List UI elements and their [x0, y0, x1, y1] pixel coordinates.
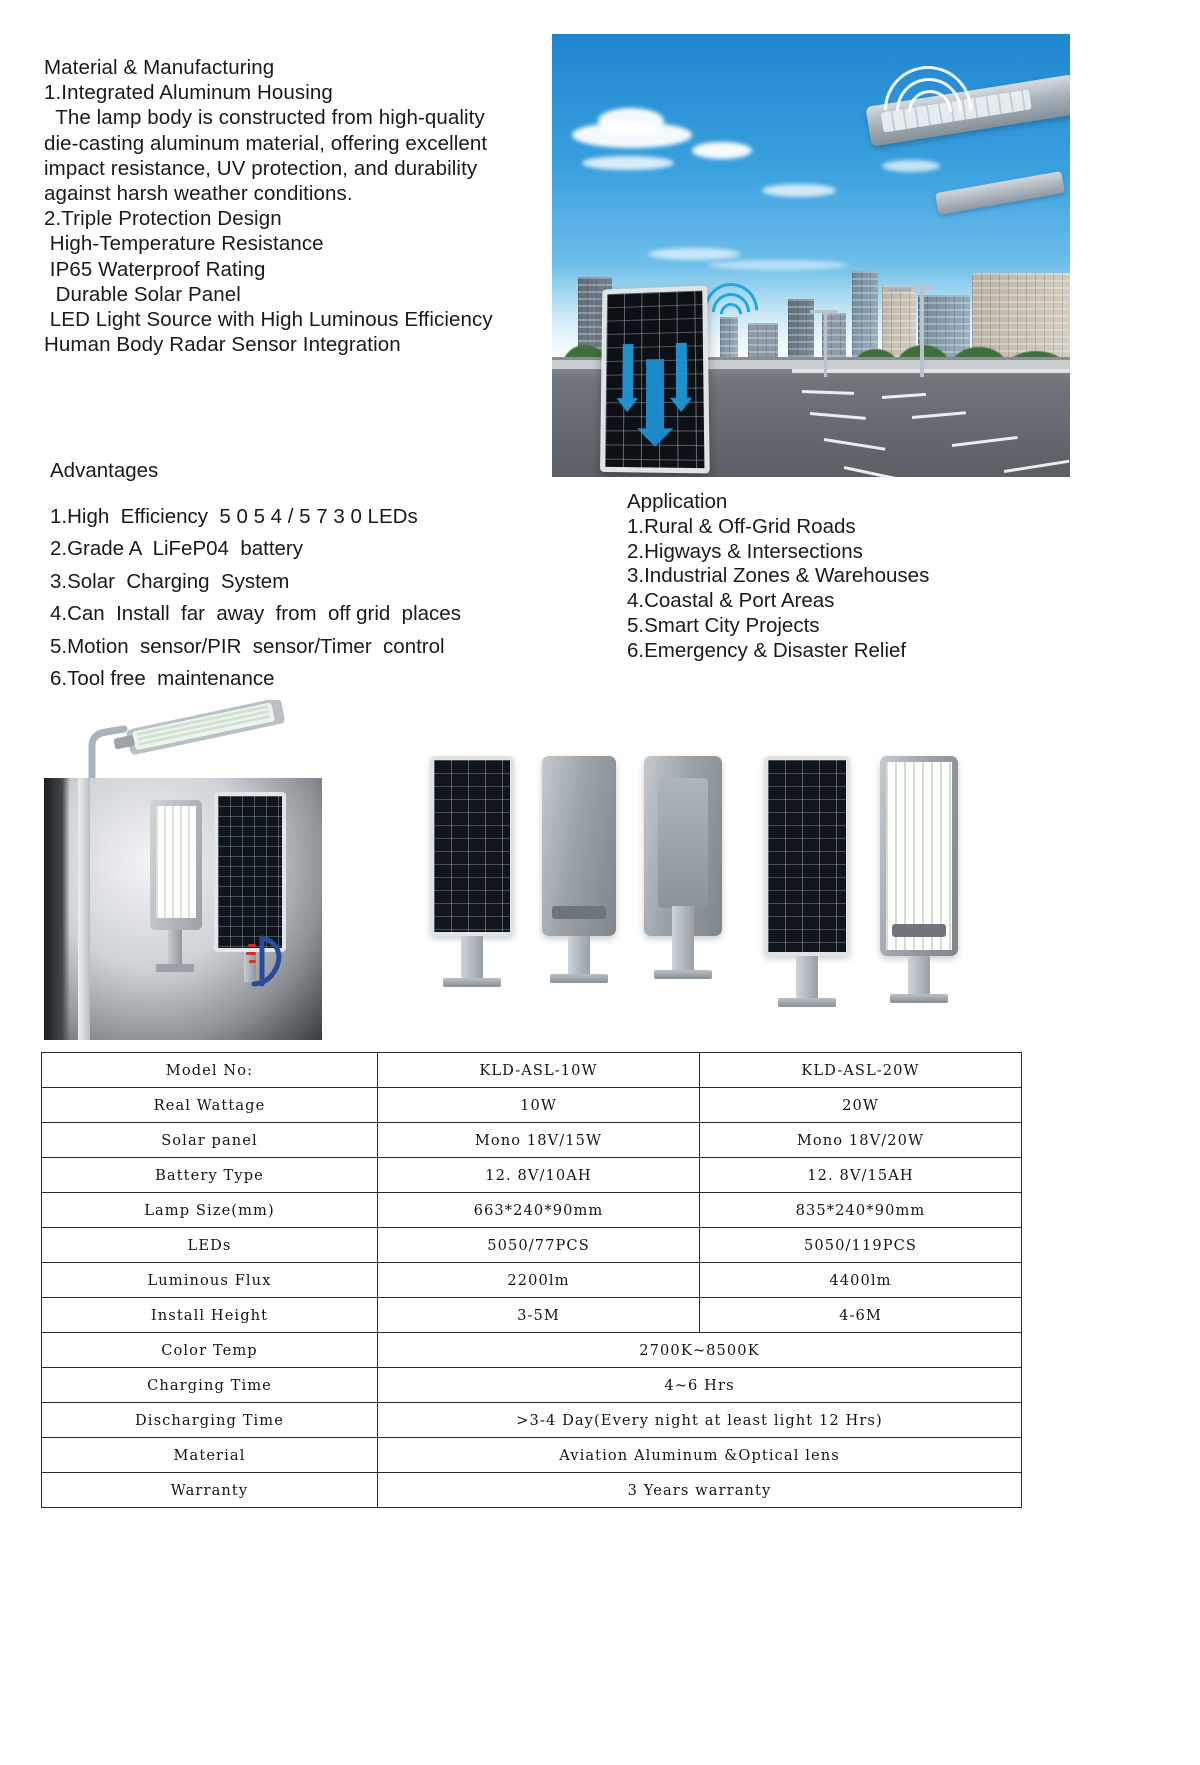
bracket: [908, 956, 930, 996]
wall-pole: [78, 778, 90, 1040]
table-row: [42, 1333, 1022, 1368]
row-label: Discharging Time: [42, 1403, 378, 1438]
sensor-module: [892, 924, 946, 937]
led-array: [886, 762, 952, 950]
list-item: 4.Can Install far away from off grid places: [50, 602, 461, 626]
table-row: [42, 1368, 1022, 1403]
row-value-20w: 4400lm: [700, 1263, 1022, 1298]
row-value-10w: 5050/77PCS: [378, 1228, 700, 1263]
row-label: Model No:: [42, 1053, 378, 1088]
mm-line-4: impact resistance, UV protection, and durability: [44, 156, 478, 180]
row-value-10w: Mono 18V/15W: [378, 1123, 700, 1158]
radar-wave-icon: [866, 48, 990, 172]
row-label: Warranty: [42, 1473, 378, 1508]
row-value-shared: 3 Years warranty: [378, 1473, 1022, 1508]
road-edge-line: [792, 369, 1070, 373]
advantages-list: [50, 501, 550, 695]
table-row: [42, 1298, 1022, 1333]
building: [852, 271, 878, 359]
row-label: Lamp Size(mm): [42, 1193, 378, 1228]
product-photo-strip: [44, 700, 1044, 1040]
row-value-shared: Aviation Aluminum &Optical lens: [378, 1438, 1022, 1473]
solar-panel: [764, 756, 850, 956]
row-value-20w: 5050/119PCS: [700, 1228, 1022, 1263]
down-arrow-icon: [676, 343, 687, 399]
list-item: 6.Tool free maintenance: [50, 667, 275, 691]
row-value-10w: 2200lm: [378, 1263, 700, 1298]
bracket: [568, 936, 590, 976]
list-item: 2.Higways & Intersections: [627, 539, 863, 563]
mm-line-6: 2.Triple Protection Design: [44, 207, 282, 231]
table-row: [42, 1438, 1022, 1473]
table-row: [42, 1193, 1022, 1228]
row-value-10w: KLD-ASL-10W: [378, 1053, 700, 1088]
table-row: [42, 1123, 1022, 1158]
row-value-10w: 10W: [378, 1088, 700, 1123]
table-row: [42, 1088, 1022, 1123]
cloud-icon: [648, 248, 740, 260]
row-label: Real Wattage: [42, 1088, 378, 1123]
table-row: [42, 1158, 1022, 1193]
building: [748, 323, 778, 359]
building: [788, 299, 814, 359]
row-value-20w: 12. 8V/15AH: [700, 1158, 1022, 1193]
row-value-10w: 3-5M: [378, 1298, 700, 1333]
down-arrow-icon: [622, 344, 633, 399]
street-pole: [824, 311, 827, 377]
cloud-icon: [692, 142, 752, 159]
housing-fin: [658, 778, 708, 908]
solar-cells: [218, 796, 282, 948]
list-item: 1.High Efficiency 5 0 5 4 / 5 7 3 0 LEDs: [50, 505, 418, 528]
mm-line-7: High-Temperature Resistance: [44, 232, 324, 256]
table-row: [42, 1053, 1022, 1088]
mm-line-10: LED Light Source with High Luminous Efficiency: [44, 308, 493, 332]
row-label: Luminous Flux: [42, 1263, 378, 1298]
mm-line-8: IP65 Waterproof Rating: [44, 257, 266, 281]
mm-line-0: Material & Manufacturing: [44, 56, 275, 79]
mm-line-9: Durable Solar Panel: [44, 282, 241, 306]
mm-line-11: Human Body Radar Sensor Integration: [44, 333, 401, 357]
brand-logo-icon: [244, 934, 286, 988]
application-title: Application: [627, 490, 728, 513]
row-value-shared: >3-4 Day(Every night at least light 12 Hrs): [378, 1403, 1022, 1438]
table-row: [42, 1263, 1022, 1298]
mount-bracket: [168, 930, 182, 966]
row-value-20w: 20W: [700, 1088, 1022, 1123]
hero-scene-image: [552, 34, 1070, 477]
down-arrow-icon: [646, 359, 664, 429]
cloud-icon: [582, 156, 674, 170]
row-label: Solar panel: [42, 1123, 378, 1158]
advantages-block: [50, 458, 550, 695]
row-label: Charging Time: [42, 1368, 378, 1403]
row-label: Battery Type: [42, 1158, 378, 1193]
cloud-icon: [598, 108, 664, 134]
mount-foot: [156, 964, 194, 972]
bracket: [796, 956, 818, 1000]
mm-line-5: against harsh weather conditions.: [44, 182, 353, 206]
spec-table: [41, 1052, 1022, 1508]
bracket: [672, 906, 694, 972]
specification-table: [41, 1052, 1021, 1508]
sensor-module: [552, 906, 606, 919]
row-value-20w: 835*240*90mm: [700, 1193, 1022, 1228]
list-item: 6.Emergency & Disaster Relief: [627, 638, 907, 662]
row-label: Material: [42, 1438, 378, 1473]
foot: [778, 998, 836, 1007]
list-item: 2.Grade A LiFeP04 battery: [50, 537, 303, 561]
material-manufacturing-block: [44, 55, 544, 357]
mm-line-1: 1.Integrated Aluminum Housing: [44, 81, 333, 105]
table-row: [42, 1228, 1022, 1263]
row-value-shared: 2700K~8500K: [378, 1333, 1022, 1368]
row-value-20w: 4-6M: [700, 1298, 1022, 1333]
foreground-solar-panel: [600, 286, 710, 474]
photo-frame: [44, 778, 322, 1040]
cloud-icon: [762, 184, 836, 197]
row-value-20w: Mono 18V/20W: [700, 1123, 1022, 1158]
row-label: Install Height: [42, 1298, 378, 1333]
row-label: Color Temp: [42, 1333, 378, 1368]
application-block: [627, 490, 1027, 664]
foot: [890, 994, 948, 1003]
foot: [654, 970, 712, 979]
solar-panel: [430, 756, 514, 936]
table-row: [42, 1473, 1022, 1508]
cloud-icon: [708, 260, 848, 270]
foot: [550, 974, 608, 983]
foot: [443, 978, 501, 987]
row-value-10w: 663*240*90mm: [378, 1193, 700, 1228]
solar-street-light-product-secondary: [935, 171, 1065, 215]
bracket: [461, 936, 483, 980]
lamp-head: [888, 285, 912, 291]
list-item: 5.Motion sensor/PIR sensor/Timer control: [50, 634, 445, 658]
building: [972, 273, 1070, 359]
row-label: LEDs: [42, 1228, 378, 1263]
street-pole: [920, 287, 924, 377]
cloud-icon: [882, 160, 940, 172]
row-value-20w: KLD-ASL-20W: [700, 1053, 1022, 1088]
list-item: 1.Rural & Off-Grid Roads: [627, 514, 856, 538]
led-array: [156, 806, 196, 918]
advantages-title: Advantages: [50, 459, 159, 482]
mm-line-2: The lamp body is constructed from high-quality: [44, 106, 485, 130]
photo-dark-edge: [44, 778, 70, 1040]
list-item: 3.Solar Charging System: [50, 569, 290, 593]
list-item: 5.Smart City Projects: [627, 613, 820, 637]
row-value-10w: 12. 8V/10AH: [378, 1158, 700, 1193]
product-photo-wall-mount: [44, 700, 322, 1040]
mm-line-3: die-casting aluminum material, offering excellent: [44, 131, 488, 155]
spec-table-body: [42, 1053, 1022, 1508]
list-item: 3.Industrial Zones & Warehouses: [627, 564, 930, 588]
list-item: 4.Coastal & Port Areas: [627, 589, 835, 613]
pole-arm: [810, 310, 838, 313]
table-row: [42, 1403, 1022, 1438]
row-value-shared: 4~6 Hrs: [378, 1368, 1022, 1403]
